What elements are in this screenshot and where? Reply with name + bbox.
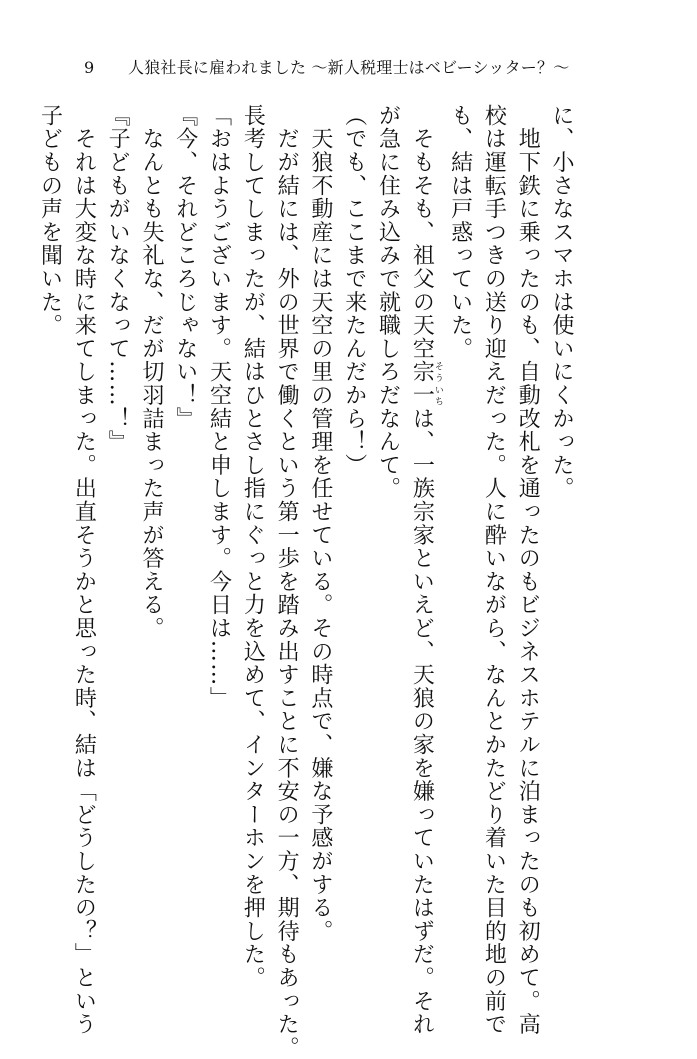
text-line: だが結には、外の世界で働くという第一歩を踏み出すことに不安の一方、期待もあった。 (274, 104, 300, 1059)
text-segment: は、一族宗家といえど、天狼の家を嫌っていたはずだ。それ (409, 406, 435, 1037)
text-line: 「おはようございます。天空結と申します。今日は……」 (206, 104, 232, 710)
text-line: 『今、それどころじゃない！』 (172, 104, 198, 431)
text-line: なんとも失礼な、だが切羽詰まった声が答える。 (138, 104, 164, 640)
text-line: （でも、ここまで来たんだから！） (341, 104, 367, 477)
ruby-base: 宗一 (409, 360, 435, 407)
text-line: 天狼不動産には天空の里の管理を任せている。その時点で、嫌な予感がする。 (307, 104, 333, 943)
text-line: 地下鉄に乗ったのも、自動改札を通ったのもビジネスホテルに泊まったのも初めて。高 (515, 104, 541, 1036)
text-line: が急に住み込みで就職しろだなんて。 (375, 104, 401, 501)
novel-body-text (37, 104, 578, 1059)
page-header (0, 58, 697, 82)
ruby-reading: そういち (432, 360, 443, 407)
text-line: に、小さなスマホは使いにくかった。 (549, 104, 574, 501)
page-number: 9 (84, 58, 95, 77)
text-segment: そもそも、祖父の天空 (409, 104, 435, 361)
text-line: も、結は戸惑っていた。 (447, 104, 473, 361)
running-title: 人狼社長に雇われました 〜新人税理士はベビーシッター？〜 (128, 58, 570, 77)
text-line: 『子どもがいなくなって……！』 (105, 104, 131, 454)
text-line: それは大変な時に来てしまった。出直そうかと思った時、結は「どうしたの？」という (71, 104, 97, 1036)
ruby-annotation (409, 360, 443, 407)
text-line: 子どもの声を聞いた。 (37, 104, 63, 337)
text-line: 校は運転手つきの送り迎えだった。人に酔いながら、なんとかたどり着いた目的地の前で (481, 104, 507, 1036)
text-line-with-ruby (405, 104, 443, 1037)
text-line: 長考してしまったが、結はひとさし指にぐっと力を込めて、インターホンを押した。 (240, 104, 266, 990)
